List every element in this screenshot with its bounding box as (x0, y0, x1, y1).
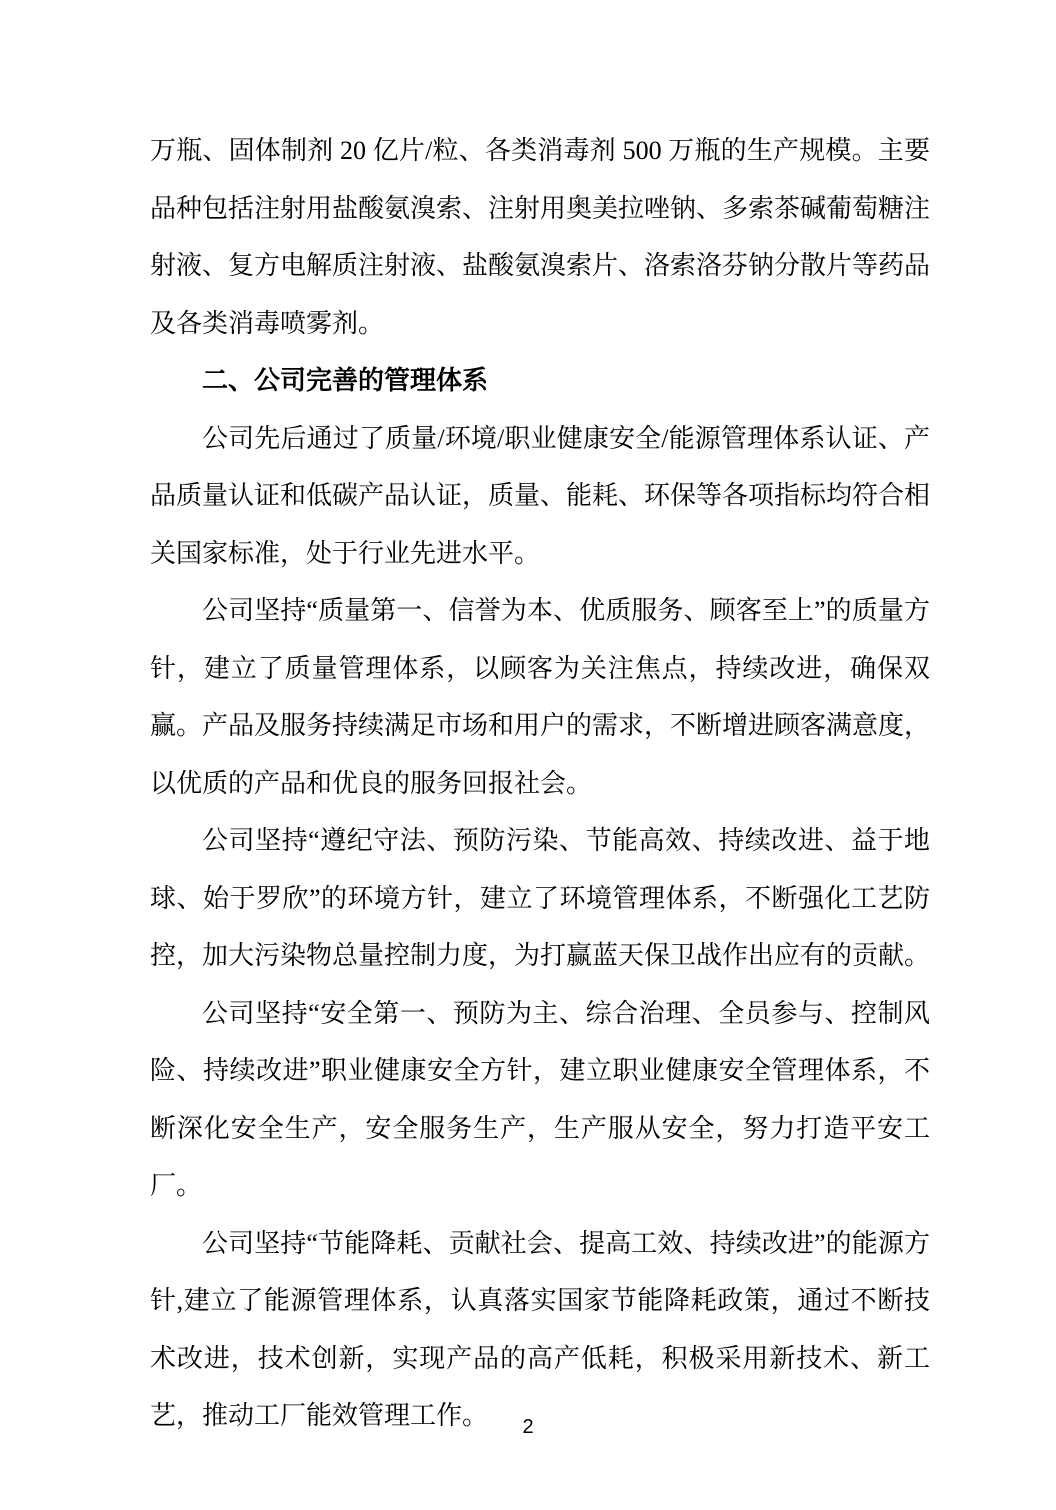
section-heading-management-system: 二、公司完善的管理体系 (202, 365, 489, 395)
paragraph-environment-policy: 公司坚持“遵纪守法、预防污染、节能高效、持续改进、益于地球、始于罗欣”的环境方针，建立了环境管理体系，不断强化工艺防控，加大污染物总量控制力度，为打赢蓝天保卫战作出应有的贡献。 (150, 826, 931, 970)
paragraph-production-scale: 万瓶、固体制剂 20 亿片/粒、各类消毒剂 500 万瓶的生产规模。主要品种包括注射用盐酸氨溴索、注射用奥美拉唑钠、多索茶碱葡萄糖注射液、复方电解质注射液、盐酸氨溴索片、洛索洛芬钠分散片等药品及各类消毒喷雾剂。 (150, 136, 931, 338)
paragraph-safety-policy: 公司坚持“安全第一、预防为主、综合治理、全员参与、控制风险、持续改进”职业健康安全方针，建立职业健康安全管理体系，不断深化安全生产，安全服务生产，生产服从安全，努力打造平安工厂。 (150, 998, 930, 1200)
document-body (150, 122, 930, 1445)
paragraph-energy-policy: 公司坚持“节能降耗、贡献社会、提高工效、持续改进”的能源方针,建立了能源管理体系，认真落实国家节能降耗政策，通过不断技术改进，技术创新，实现产品的高产低耗，积极采用新技术、新工艺，推动工厂能效管理工作。 (150, 1228, 930, 1430)
paragraph-certifications: 公司先后通过了质量/环境/职业健康安全/能源管理体系认证、产品质量认证和低碳产品认证，质量、能耗、环保等各项指标均符合相关国家标准，处于行业先进水平。 (150, 423, 931, 568)
page-number: 2 (522, 1416, 534, 1438)
paragraph-quality-policy: 公司坚持“质量第一、信誉为本、优质服务、顾客至上”的质量方针，建立了质量管理体系，以顾客为关注焦点，持续改进，确保双赢。产品及服务持续满足市场和用户的需求，不断增进顾客满意度，以优质的产品和优良的服务回报社会。 (150, 596, 931, 798)
